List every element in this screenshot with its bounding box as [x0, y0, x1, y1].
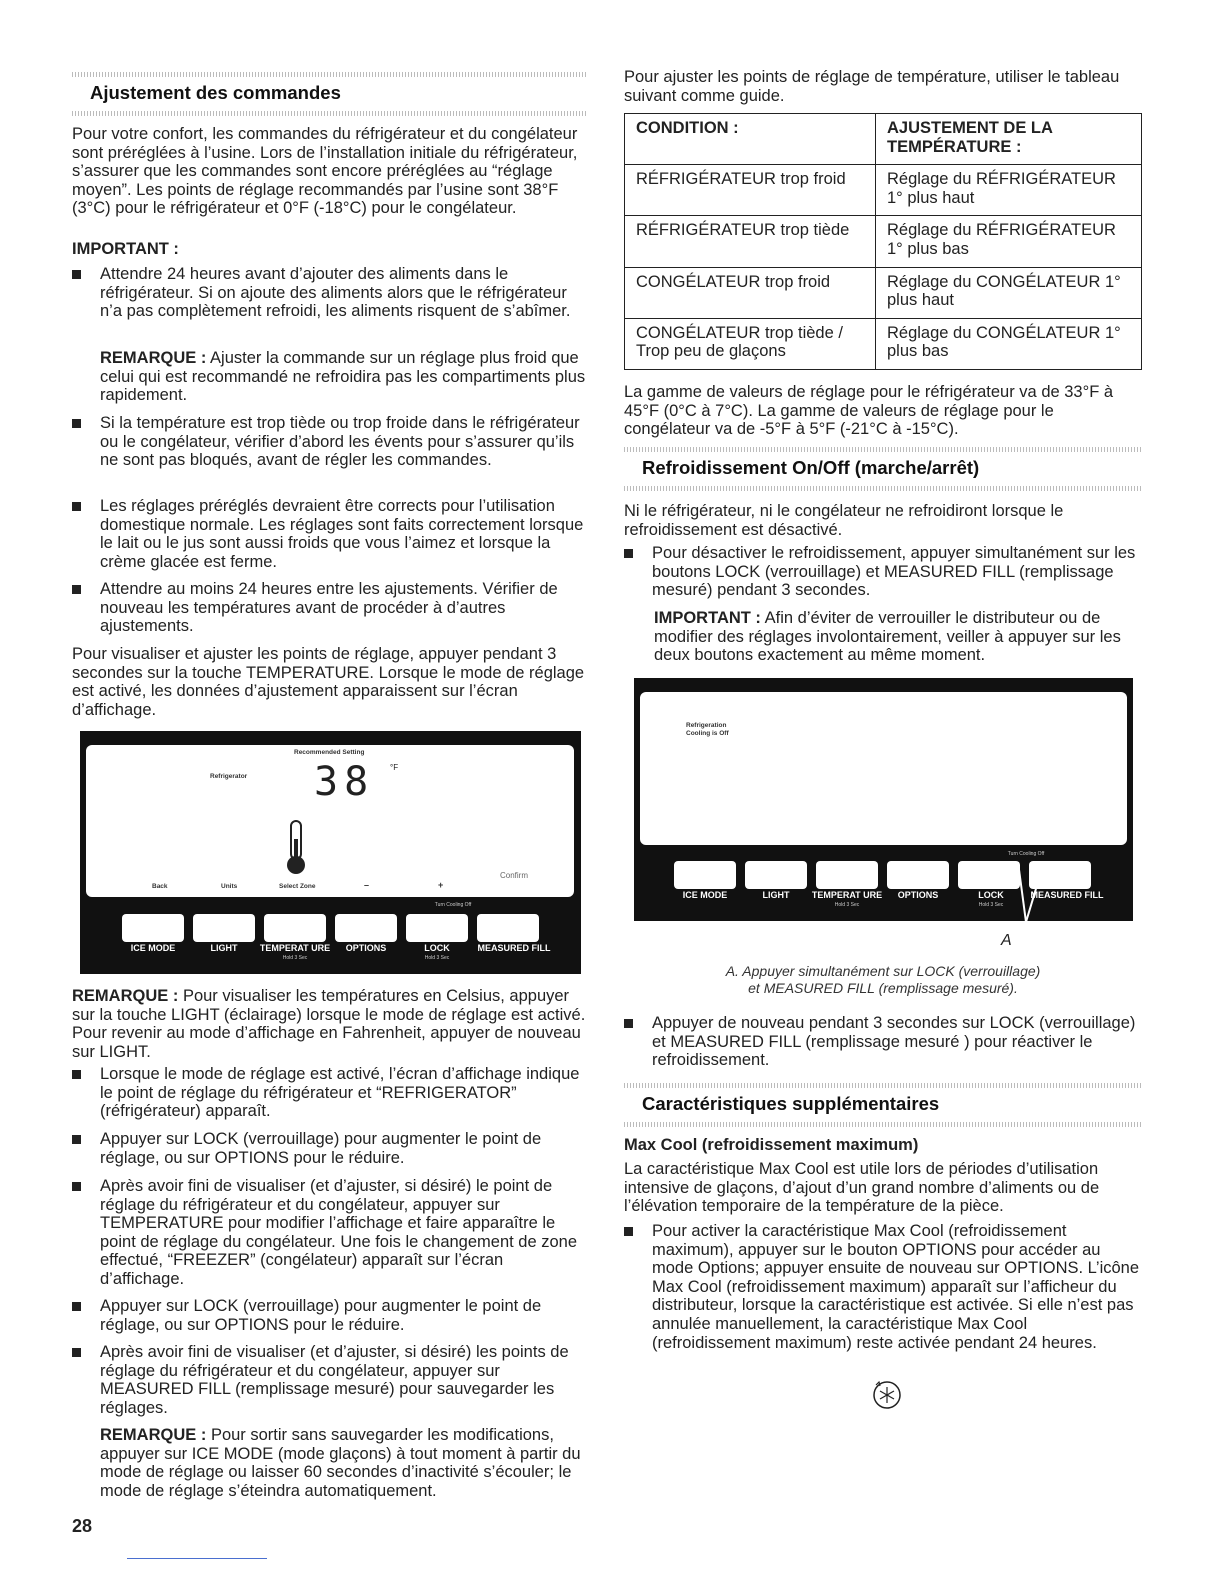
lock-label: LOCK: [978, 890, 1004, 900]
max-cool-paragraph: La caractéristique Max Cool est utile lors de périodes d’utilisation intensive de glaçons, d’ajout d’un grand nombre d’aliments ou de l’élévation temporaire de la température de la pièce.: [624, 1160, 1100, 1216]
bullet-marker: [72, 585, 81, 594]
temperature-button[interactable]: [816, 861, 878, 889]
table-cell: Réglage du CONGÉLATEUR 1° plus haut: [876, 267, 1142, 318]
options-label: OPTIONS: [897, 890, 939, 900]
max-cool-subtitle: Max Cool (refroidissement maximum): [624, 1136, 919, 1154]
list-item: [624, 1222, 1142, 1372]
hold-label: Hold 3 Sec: [834, 902, 860, 908]
list-item: [624, 1014, 1142, 1074]
ice-mode-button[interactable]: [674, 861, 736, 889]
section-title: Caractéristiques supplémentaires: [642, 1093, 940, 1114]
lock-button[interactable]: [406, 914, 468, 942]
list-item-text: Les réglages préréglés devraient être corrects pour l’utilisation domestique normale. Les réglages sont faits correctement lorsque le lait ou le jus sont aussi froids que vous l’aimez et lorsque la crème glacée est ferme.: [100, 497, 584, 571]
ice-mode-label: ICE MODE: [682, 890, 728, 900]
table-row: [625, 267, 1142, 318]
measured-fill-label: MEASURED FILL: [1030, 890, 1104, 900]
confirm-label: Confirm: [500, 871, 529, 880]
measured-fill-label: MEASURED FILL: [477, 943, 551, 953]
ice-mode-button[interactable]: [122, 914, 184, 942]
ice-mode-label: ICE MODE: [130, 943, 176, 953]
lock-label: LOCK: [424, 943, 450, 953]
list-item: [72, 1130, 588, 1170]
list-item: [72, 1297, 588, 1337]
important-label: IMPORTANT :: [72, 240, 179, 258]
temperature-label: TEMPERAT URE: [811, 890, 883, 900]
section-title: Refroidissement On/Off (marche/arrêt): [642, 457, 980, 478]
adjustment-table: [624, 113, 1142, 370]
bullet-marker: [72, 1182, 81, 1191]
list-item: [72, 580, 588, 640]
display-screen: [86, 745, 574, 897]
light-button[interactable]: [745, 861, 807, 889]
list-item-text: Appuyer de nouveau pendant 3 secondes sur LOCK (verrouillage) et MEASURED FILL (remplissage mesuré ) pour réactiver le refroidissement.: [652, 1014, 1136, 1070]
cooling-intro: Ni le réfrigérateur, ni le congélateur ne refroidiront lorsque le refroidissement est désactivé.: [624, 502, 1064, 539]
table-cell: Réglage du CONGÉLATEUR 1° plus bas: [876, 318, 1142, 369]
plus-label: +: [438, 880, 444, 890]
temperature-button[interactable]: [264, 914, 326, 942]
section-header-refroidissement: [624, 447, 1142, 491]
back-label: Back: [152, 883, 168, 890]
options-button[interactable]: [335, 914, 397, 942]
range-paragraph: La gamme de valeurs de réglage pour le réfrigérateur va de 33°F à 45°F (0°C à 7°C). La gamme de valeurs de réglage pour le congélateur va de -5°F à 5°F (-21°C à -15°C).: [624, 383, 1114, 439]
control-panel-cooling-off: [634, 678, 1133, 921]
callout-pointer: [1004, 860, 1054, 926]
view-paragraph: Pour visualiser et ajuster les points de réglage, appuyer pendant 3 secondes sur la touche TEMPERATURE. Lorsque le mode de réglage est activé, les données d’ajustement apparaissent sur l’écran d’affichage.: [72, 645, 585, 719]
list-item: [72, 1343, 588, 1423]
minus-label: –: [364, 880, 370, 890]
table-row: [625, 318, 1142, 369]
page-number: 28: [72, 1516, 93, 1536]
list-item: [72, 414, 588, 494]
unit-label: °F: [390, 763, 399, 772]
bullet-marker: [624, 1019, 633, 1028]
table-row: [625, 165, 1142, 216]
thermometer-icon: [282, 819, 310, 877]
table-row: [625, 216, 1142, 267]
list-item-text: Appuyer sur LOCK (verrouillage) pour augmenter le point de réglage, ou sur OPTIONS pour le réduire.: [100, 1297, 542, 1334]
table-cell: RÉFRIGÉRATEUR trop froid: [625, 165, 876, 216]
table-cell: RÉFRIGÉRATEUR trop tiède: [625, 216, 876, 267]
temperature-label: TEMPERAT URE: [259, 943, 331, 953]
remark-2: REMARQUE : Pour visualiser les températures en Celsius, appuyer sur la touche LIGHT (éclairage) lorsque le mode de réglage est activé. Pour revenir au mode d’affichage en Fahrenheit, appuyer de nouveau sur LIGHT.: [72, 987, 586, 1061]
options-label: OPTIONS: [345, 943, 387, 953]
bullet-marker: [72, 1302, 81, 1311]
status-line-2: Cooling is Off: [686, 730, 729, 737]
remark-1: REMARQUE : Ajuster la commande sur un réglage plus froid que celui qui est recommandé ne refroidira pas les compartiments plus rapidement.: [100, 349, 586, 405]
list-item-text: Attendre 24 heures avant d’ajouter des aliments dans le réfrigérateur. Si on ajoute des aliments alors que le réfrigérateur n’a pas complètement refroidi, les aliments risquent de s’abîmer.: [100, 265, 571, 321]
zone-label: Refrigerator: [210, 773, 248, 780]
bullet-marker: [72, 419, 81, 428]
select-zone-label: Select Zone: [279, 883, 316, 890]
light-label: LIGHT: [210, 943, 238, 953]
light-button[interactable]: [193, 914, 255, 942]
list-item-text: Pour activer la caractéristique Max Cool (refroidissement maximum), appuyer sur le bouton OPTIONS pour accéder au mode Options; appuyer ensuite de nouveau sur OPTIONS. L’icône Max Cool (refroidissement maximum) apparaît sur l’afficheur du distributeur, lorsque la caractéristique est activée. Si elle n’est pas annulée manuellement, la caractéristique Max Cool (refroidissement maximum) reste activée pendant 24 heures.: [652, 1222, 1140, 1352]
table-cell: CONGÉLATEUR trop tiède / Trop peu de glaçons: [625, 318, 876, 369]
turn-cooling-label: Turn Cooling Off: [1007, 851, 1045, 857]
status-line-1: Refrigeration: [686, 722, 727, 729]
section-title: Ajustement des commandes: [90, 82, 341, 103]
measured-fill-button[interactable]: [477, 914, 539, 942]
list-item-text: Après avoir fini de visualiser (et d’ajuster, si désiré) le point de réglage du réfrigérateur et du congélateur, appuyer sur TEMPERATURE pour modifier l’affichage et faire apparaître le point de réglage du congélateur. Une fois le changement de zone effectué, “FREEZER” (congélateur) apparaît sur l’écran d’affichage.: [100, 1177, 578, 1288]
bullet-marker: [72, 502, 81, 511]
table-cell: CONGÉLATEUR trop froid: [625, 267, 876, 318]
section-header-ajustement: [72, 72, 588, 116]
table-cell: Réglage du RÉFRIGÉRATEUR 1° plus haut: [876, 165, 1142, 216]
options-button[interactable]: [887, 861, 949, 889]
table-intro: Pour ajuster les points de réglage de température, utiliser le tableau suivant comme guide.: [624, 68, 1120, 105]
table-cell: Réglage du RÉFRIGÉRATEUR 1° plus bas: [876, 216, 1142, 267]
recommended-label: Recommended Setting: [294, 749, 365, 756]
bullet-marker: [72, 1348, 81, 1357]
hold-label: Hold 3 Sec: [282, 955, 308, 961]
list-item: [624, 544, 1142, 604]
bullet-marker: [72, 1135, 81, 1144]
list-item-text: Après avoir fini de visualiser (et d’ajuster, si désiré) les points de réglage du réfrigérateur et du congélateur, appuyer sur MEASURED FILL (remplissage mesuré) pour sauvegarder les réglages.: [100, 1343, 569, 1417]
intro-paragraph: Pour votre confort, les commandes du réfrigérateur et du congélateur sont préréglées à l’usine. Lors de l’installation initiale du réfrigérateur, s’assurer que les commandes sont encore préréglées au “réglage moyen”. Les points de réglage recommandés par l’usine sont 38°F (3°C) pour le réfrigérateur et 0°F (-18°C) pour le congélateur.: [72, 125, 578, 218]
table-header-row: [625, 114, 1142, 165]
bullet-marker: [72, 270, 81, 279]
table-header: AJUSTEMENT DE LA TEMPÉRATURE :: [876, 114, 1142, 165]
list-item-text: Lorsque le mode de réglage est activé, l’écran d’affichage indique le point de réglage du réfrigérateur et “REFRIGERATOR” (réfrigérateur) apparaît.: [100, 1065, 580, 1121]
display-screen: [640, 692, 1127, 845]
light-label: LIGHT: [762, 890, 790, 900]
turn-cooling-label: Turn Cooling Off: [434, 902, 472, 908]
important-2: IMPORTANT : Afin d’éviter de verrouiller le distributeur ou de modifier des réglages involontairement, veiller à appuyer sur les deux boutons exactement au même moment.: [654, 609, 1121, 665]
list-item-text: Attendre au moins 24 heures entre les ajustements. Vérifier de nouveau les températures avant de procéder à d’autres ajustements.: [100, 580, 558, 636]
figure-caption: A. Appuyer simultanément sur LOCK (verrouillage) et MEASURED FILL (remplissage mesuré).: [725, 963, 1041, 996]
max-cool-icon: [870, 1378, 904, 1412]
bullet-marker: [72, 1070, 81, 1079]
temperature-readout: 38: [314, 759, 375, 805]
units-label: Units: [221, 883, 238, 890]
callout-label: A: [1001, 932, 1012, 949]
list-item: [72, 265, 588, 345]
bullet-marker: [624, 1227, 633, 1236]
section-header-caracteristiques: [624, 1083, 1142, 1127]
list-item-text: Pour désactiver le refroidissement, appuyer simultanément sur les boutons LOCK (verrouillage) et MEASURED FILL (remplissage mesuré) pendant 3 secondes.: [652, 544, 1136, 600]
list-item: [72, 1065, 588, 1125]
hold-label: Hold 3 Sec: [978, 902, 1004, 908]
list-item: [72, 1177, 588, 1292]
list-item: [72, 497, 588, 577]
bullet-marker: [624, 549, 633, 558]
footer-rule: [127, 1558, 267, 1559]
list-item-text: Appuyer sur LOCK (verrouillage) pour augmenter le point de réglage, ou sur OPTIONS pour le réduire.: [100, 1130, 542, 1167]
control-panel-display: [80, 731, 581, 974]
remark-3: REMARQUE : Pour sortir sans sauvegarder les modifications, appuyer sur ICE MODE (mode glaçons) à tout moment à partir du mode de réglage ou laisser 60 secondes d’inactivité s’écouler; le mode de réglage s’éteindra automatiquement.: [100, 1426, 581, 1500]
hold-label: Hold 3 Sec: [424, 955, 450, 961]
list-item-text: Si la température est trop tiède ou trop froide dans le réfrigérateur ou le congélateur, vérifier d’abord les évents pour s’assurer qu’ils ne sont pas bloqués, avant de régler les commandes.: [100, 414, 580, 470]
table-header: CONDITION :: [625, 114, 876, 165]
